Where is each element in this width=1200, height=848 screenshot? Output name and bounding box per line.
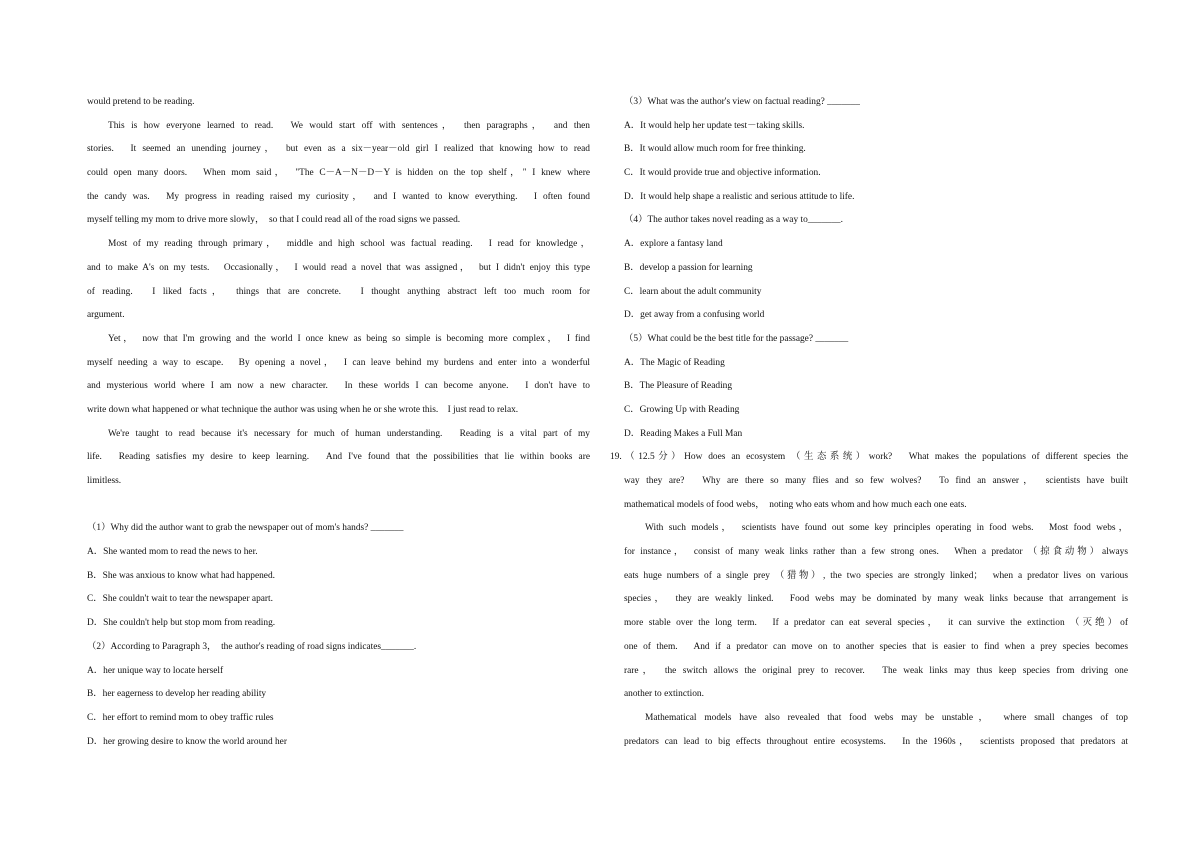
question-list [87, 517, 590, 754]
answer-option: C．learn about the adult community [624, 286, 762, 297]
answer-option: D．Reading Makes a Full Man [624, 428, 743, 439]
answer-option: B．It would allow much room for free thinking. [624, 144, 806, 155]
right-column [610, 91, 1128, 754]
passage-line: species， they are weakly linked. Food webs may be dominated by many weak links because that arrangement is [624, 594, 1128, 605]
answer-option: D．get away from a confusing world [624, 310, 765, 321]
passage-line: stories. It seemed an unending journey， but even as a six－year－old girl I realized that knowing how to read [87, 144, 590, 155]
passage-line: limitless. [87, 476, 122, 486]
answer-option: C．Growing Up with Reading [624, 404, 740, 415]
passage-line: one of them. And if a predator can move on to another species that is easier to find when a prey species becomes [624, 641, 1128, 652]
question-block [87, 517, 590, 635]
question-block [624, 209, 1128, 327]
answer-option: C．She couldn't wait to tear the newspaper apart. [87, 594, 274, 605]
passage-line: Mathematical models have also revealed that food webs may be unstable， where small changes of top [645, 712, 1128, 723]
passage-line: 19.（12.5分）How does an ecosystem （生态系统）work? What makes the populations of different species the [610, 452, 1128, 463]
passage-line: argument. [87, 310, 125, 321]
answer-option: B．The Pleasure of Reading [624, 381, 733, 392]
passage-line: and to make A's on my tests. Occasionally， I would read a novel that was assigned， but I didn't enjoy this type [87, 262, 590, 273]
spacer [87, 494, 590, 518]
passage-line: Most of my reading through primary， middle and high school was factual reading. I read for knowledge， [108, 239, 590, 250]
answer-option: A．She wanted mom to read the news to her. [87, 547, 258, 558]
passage-line: write down what happened or what technique the author was using when he or she wrote this. I just read to relax. [87, 404, 519, 415]
passage-line: predators can lead to big effects throughout entire ecosystems. In the 1960s， scientists proposed that predators at [624, 736, 1128, 747]
question-block [624, 91, 1128, 209]
passage-line: of reading. I liked facts， things that are concrete. I thought anything abstract left too much room for [87, 286, 590, 297]
passage-line: and mysterious world where I am now a new character. In these worlds I can become anyone. I don't have to [87, 381, 590, 392]
reading-passage [610, 446, 1128, 754]
question-block [87, 636, 590, 754]
question-stem: （1）Why did the author want to grab the newspaper out of mom's hands? _______ [87, 523, 404, 534]
reading-passage [87, 91, 590, 494]
question-list [624, 91, 1128, 446]
answer-option: B．her eagerness to develop her reading ability [87, 689, 267, 700]
passage-line: mathematical models of food webs， noting who eats whom and how much each one eats. [624, 499, 967, 510]
passage-line: We're taught to read because it's necessary for much of human understanding. Reading is a vital part of my [108, 428, 590, 439]
passage-line: myself needing a way to escape. By opening a novel， I can leave behind my burdens and enter into a wonderful [87, 357, 590, 368]
passage-line: another to extinction. [624, 689, 704, 700]
answer-option: D．her growing desire to know the world around her [87, 736, 287, 747]
question-stem: （4）The author takes novel reading as a way to_______. [624, 215, 843, 226]
passage-line: would pretend to be reading. [87, 97, 195, 107]
passage-line: for instance， consist of many weak links rather than a few strong ones. When a predator （掠食动物）always [624, 547, 1128, 558]
passage-line: myself telling my mom to drive more slowly， so that I could read all of the road signs we passed. [87, 215, 461, 226]
answer-option: A．The Magic of Reading [624, 357, 725, 368]
passage-line: rare， the switch allows the original prey to recover. The weak links may thus keep species from driving one [624, 665, 1128, 676]
answer-option: A．explore a fantasy land [624, 239, 723, 250]
left-column [87, 91, 590, 754]
question-stem: （2）According to Paragraph 3， the author's reading of road signs indicates_______. [87, 641, 417, 652]
answer-option: C．It would provide true and objective information. [624, 168, 821, 179]
passage-line: Yet， now that I'm growing and the world I once knew as being so simple is becoming more complex， I find [108, 333, 590, 344]
answer-option: D．She couldn't help but stop mom from reading. [87, 618, 276, 629]
question-stem: （5）What could be the best title for the passage? _______ [624, 333, 849, 344]
passage-line: eats huge numbers of a single prey （猎物）, the two species are strongly linked； when a predator lives on various [624, 570, 1128, 581]
passage-line: could open many doors. When mom said， "The C－A－N－D－Y is hidden on the top shelf，" I knew where [87, 168, 590, 179]
answer-option: B．She was anxious to know what had happened. [87, 570, 275, 581]
answer-option: C．her effort to remind mom to obey traffic rules [87, 712, 274, 723]
question-block [624, 328, 1128, 446]
passage-line: This is how everyone learned to read. We would start off with sentences， then paragraphs， and then [108, 120, 590, 131]
passage-line: way they are? Why are there so many flies and so few wolves? To find an answer， scientists have built [624, 476, 1128, 486]
answer-option: A．her unique way to locate herself [87, 665, 224, 676]
answer-option: B．develop a passion for learning [624, 262, 753, 273]
passage-line: With such models， scientists have found out some key principles operating in food webs. Most food webs， [645, 523, 1128, 534]
answer-option: A．It would help her update test－taking skills. [624, 120, 805, 131]
passage-line: the candy was. My progress in reading raised my curiosity， and I wanted to know everything. I often found [87, 191, 590, 202]
passage-line: life. Reading satisfies my desire to keep learning. And I've found that the possibilities that lie within books are [87, 452, 590, 463]
passage-line: more stable over the long term. If a predator can eat several species， it can survive the extinction （灭绝）of [624, 618, 1128, 629]
answer-option: D．It would help shape a realistic and serious attitude to life. [624, 191, 855, 202]
question-stem: （3）What was the author's view on factual reading? _______ [624, 97, 860, 107]
